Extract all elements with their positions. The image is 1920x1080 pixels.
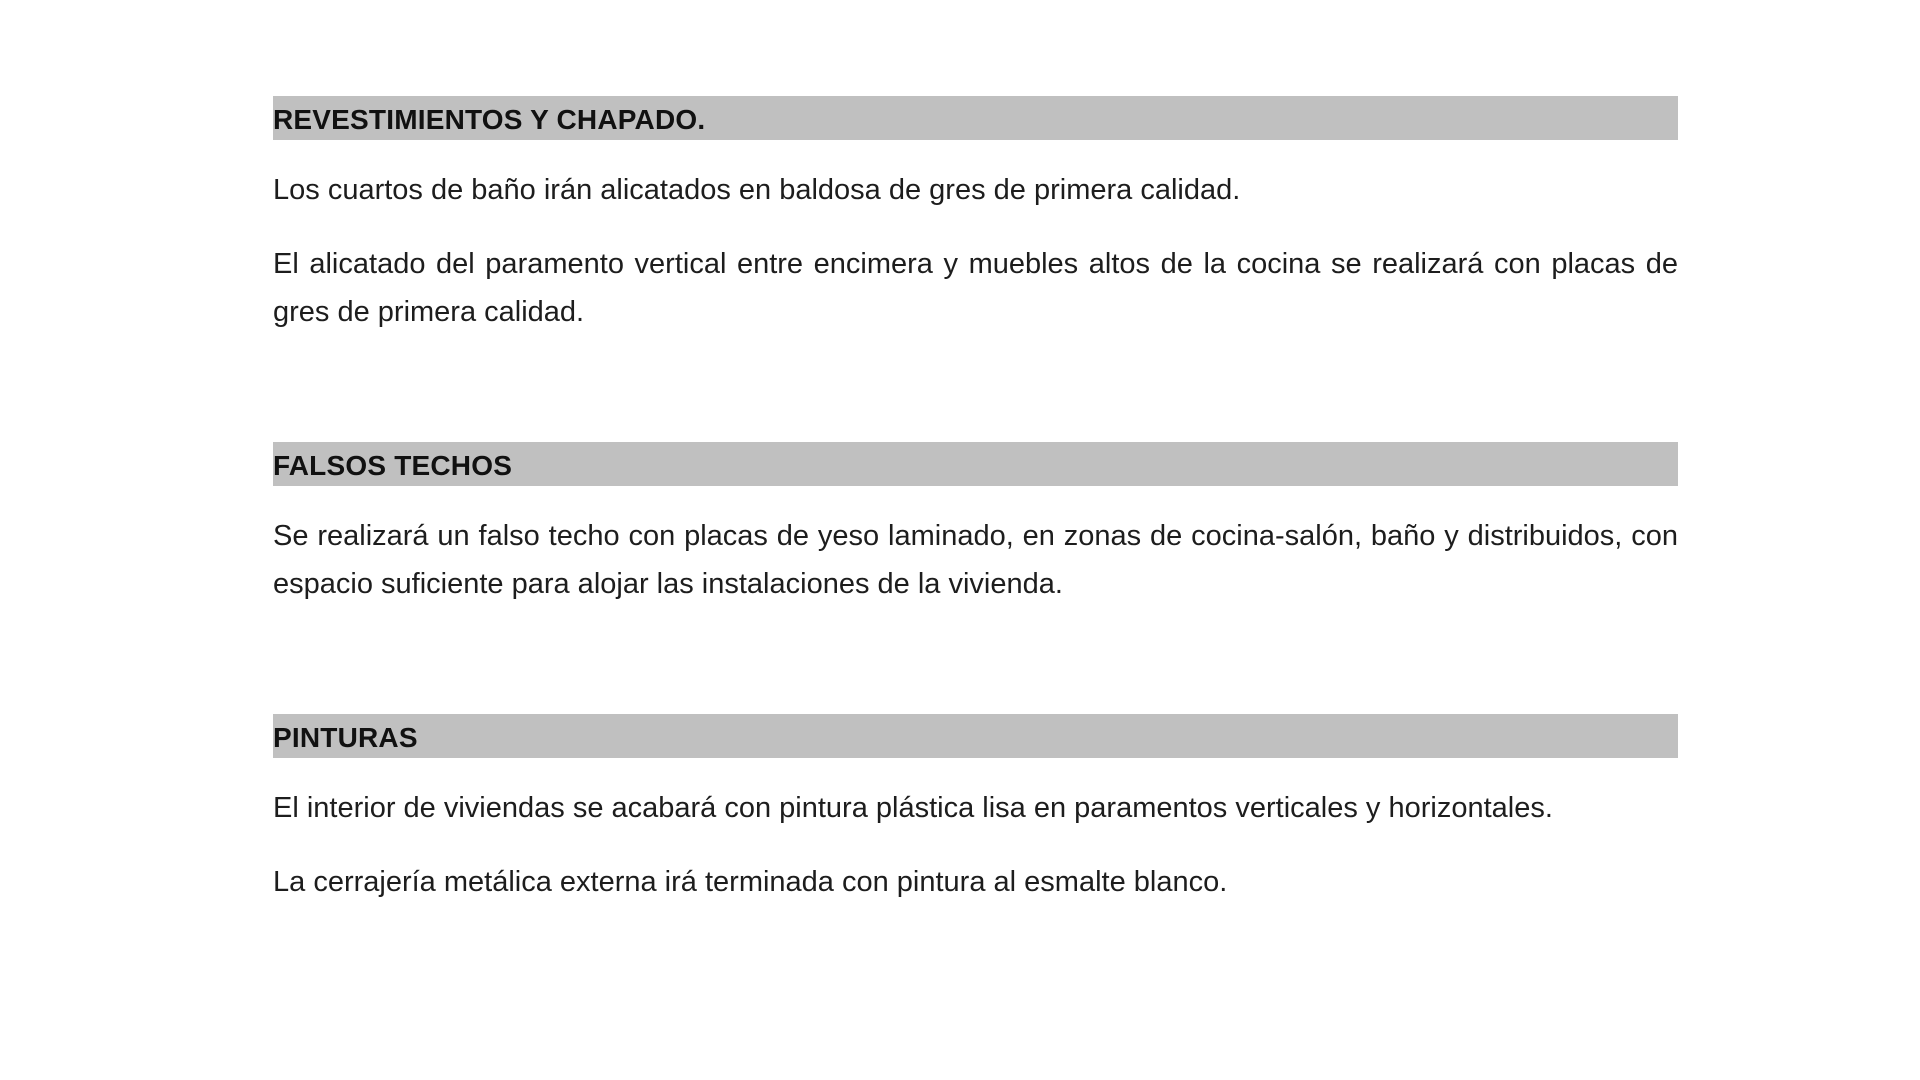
section-heading-bar — [273, 96, 1678, 140]
paragraph: El alicatado del paramento vertical entre encimera y muebles altos de la cocina se realizará con placas de gres de primera calidad. — [273, 248, 1678, 328]
section-heading-bar — [273, 714, 1678, 758]
section-pinturas — [273, 714, 1678, 906]
section-heading: PINTURAS — [273, 722, 418, 753]
paragraph: Los cuartos de baño irán alicatados en baldosa de gres de primera calidad. — [273, 174, 1241, 206]
paragraph: La cerrajería metálica externa irá terminada con pintura al esmalte blanco. — [273, 866, 1228, 898]
section-heading-bar — [273, 442, 1678, 486]
section-heading: FALSOS TECHOS — [273, 450, 513, 481]
section-revestimientos — [273, 96, 1678, 336]
paragraph: Se realizará un falso techo con placas de yeso laminado, en zonas de cocina-salón, baño y distribuidos, con espacio suficiente para alojar las instalaciones de la vivienda. — [273, 520, 1678, 600]
section-heading: REVESTIMIENTOS Y CHAPADO. — [273, 104, 706, 135]
paragraph: El interior de viviendas se acabará con pintura plástica lisa en paramentos verticales y horizontales. — [273, 792, 1553, 824]
section-falsos-techos — [273, 442, 1678, 608]
document-page — [273, 96, 1678, 906]
